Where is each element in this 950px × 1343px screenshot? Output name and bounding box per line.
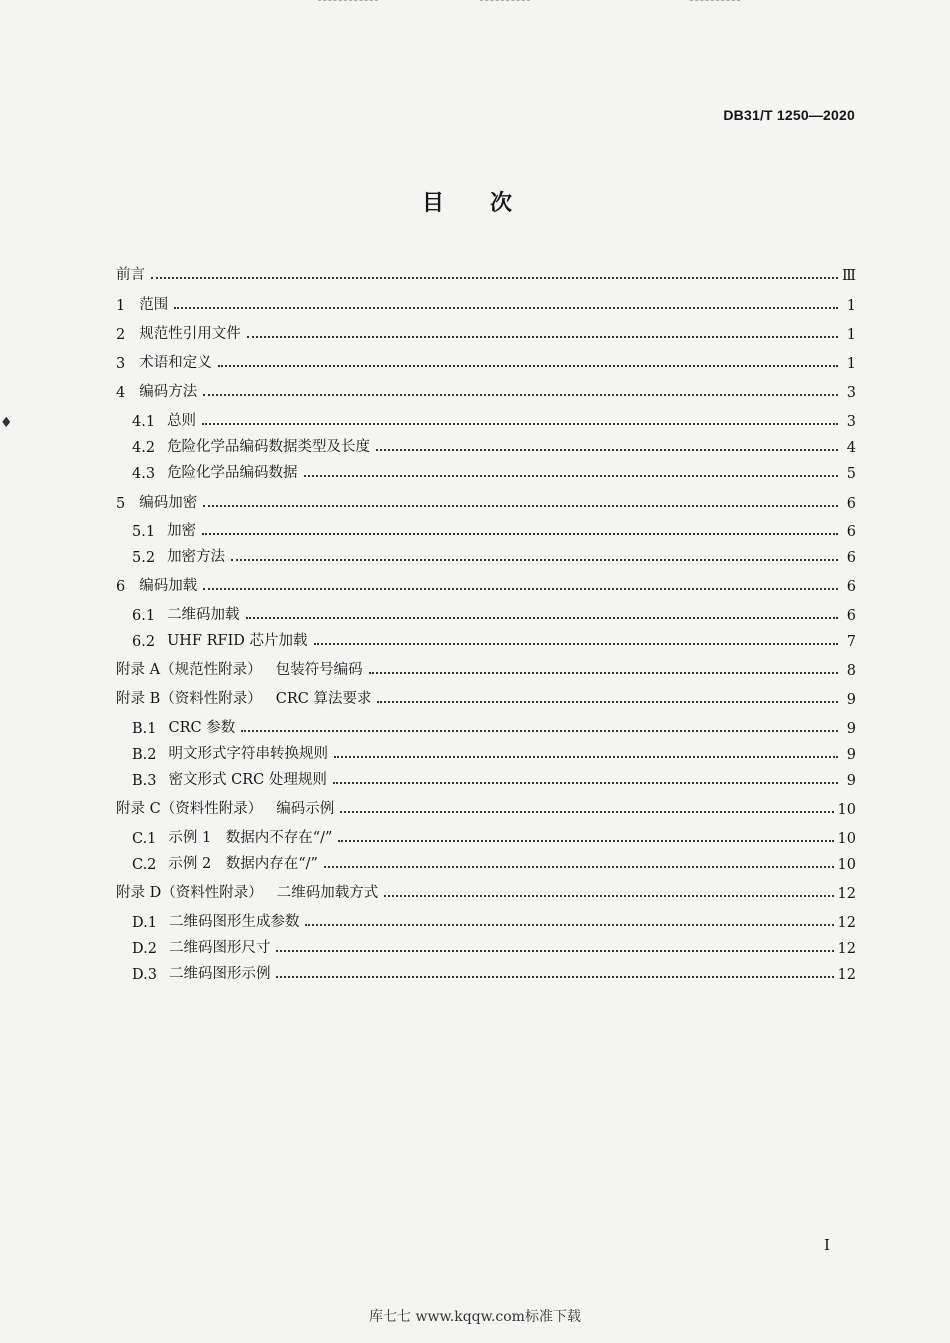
toc-entry[interactable]: [116, 796, 856, 818]
toc-entry[interactable]: [116, 262, 856, 284]
toc-entry-page: 6: [846, 524, 856, 540]
toc-entry-page: 8: [846, 663, 856, 679]
dot-leader: [376, 449, 838, 451]
toc-entry-page: 10: [837, 802, 856, 818]
dot-leader: [324, 866, 834, 868]
toc-entry[interactable]: [132, 544, 856, 566]
toc-entry-label: 加密方法: [167, 549, 226, 565]
toc-entry-label: 包装符号编码: [275, 662, 363, 678]
toc-entry-number: 1: [116, 298, 126, 314]
toc-entry-page: 1: [846, 298, 856, 314]
toc-entry-number: C.2: [132, 857, 157, 873]
toc-entry-page: 10: [837, 857, 856, 873]
toc-entry[interactable]: [116, 657, 856, 679]
dot-leader: [246, 617, 838, 619]
toc-entry-page: 6: [846, 550, 856, 566]
toc-entry[interactable]: [116, 350, 856, 372]
toc-entry-page: 3: [846, 385, 856, 401]
toc-entry-number: 4: [116, 385, 126, 401]
toc-entry[interactable]: [132, 434, 856, 456]
toc-entry-number: 6: [116, 579, 126, 595]
dot-leader: [174, 307, 838, 309]
toc-entry-page: 6: [846, 579, 856, 595]
dot-leader: [276, 950, 833, 952]
toc-entry-number: 附录 D（资料性附录）: [116, 885, 263, 901]
toc-entry[interactable]: [132, 909, 856, 931]
toc-entry-label: CRC 算法要求: [275, 691, 372, 707]
toc-entry[interactable]: [132, 602, 856, 624]
toc-entry-label: 编码加载: [139, 578, 198, 594]
toc-entry-page: 4: [846, 440, 856, 456]
toc-entry-label: 二维码加载: [167, 607, 240, 623]
toc-entry-page: 12: [837, 967, 856, 983]
toc-entry-label: 加密: [167, 523, 197, 539]
toc-entry[interactable]: [116, 686, 856, 708]
toc-entry[interactable]: [132, 715, 856, 737]
toc-entry[interactable]: [116, 880, 856, 902]
toc-entry-label: 危险化学品编码数据类型及长度: [167, 439, 371, 455]
toc-entry-number: B.3: [132, 773, 157, 789]
toc-entry-number: 附录 B（资料性附录）: [116, 691, 262, 707]
dot-leader: [340, 811, 833, 813]
toc-entry-number: 5.1: [132, 524, 156, 540]
toc-entry-page: 12: [837, 941, 856, 957]
toc-entry-page: Ⅲ: [842, 268, 856, 284]
toc-entry-label: 术语和定义: [139, 355, 212, 371]
toc-entry-page: 1: [846, 356, 856, 372]
dot-leader: [203, 588, 838, 590]
toc-entry-number: B.2: [132, 747, 157, 763]
toc-entry-label: 范围: [139, 297, 169, 313]
toc-entry-label: UHF RFID 芯片加载: [167, 633, 308, 649]
toc-entry-label: 前言: [116, 267, 145, 283]
document-code: DB31/T 1250—2020: [723, 107, 855, 123]
toc-entry-page: 9: [846, 747, 856, 763]
toc-entry[interactable]: [132, 408, 856, 430]
dot-leader: [231, 559, 838, 561]
toc-entry[interactable]: [132, 628, 856, 650]
dot-leader: [218, 365, 838, 367]
toc-entry-label: 二维码图形尺寸: [168, 940, 271, 956]
toc-entry[interactable]: [132, 518, 856, 540]
toc-entry-page: 9: [846, 692, 856, 708]
toc-entry-number: 2: [116, 327, 126, 343]
toc-entry-label: 二维码加载方式: [276, 885, 379, 901]
toc-entry-label: 明文形式字符串转换规则: [168, 746, 328, 762]
toc-entry-number: C.1: [132, 831, 157, 847]
page-title: 目次: [421, 190, 558, 216]
toc-entry-page: 12: [837, 915, 856, 931]
toc-entry-label: 二维码图形生成参数: [168, 914, 300, 930]
toc-entry[interactable]: [132, 825, 856, 847]
dot-leader: [338, 840, 833, 842]
toc-entry-label: 示例 2 数据内存在“/”: [168, 856, 318, 872]
dot-leader: [384, 895, 833, 897]
toc-entry-label: 危险化学品编码数据: [167, 465, 298, 481]
toc-entry-number: D.3: [132, 967, 157, 983]
toc-entry-number: 5: [116, 496, 126, 512]
toc-entry[interactable]: [116, 573, 856, 595]
dot-leader: [202, 423, 838, 425]
toc-entry-label: 编码方法: [139, 384, 198, 400]
toc-entry-number: 4.3: [132, 466, 156, 482]
dot-leader: [203, 505, 838, 507]
toc-entry-number: D.2: [132, 941, 157, 957]
dot-leader: [202, 533, 838, 535]
dot-leader: [369, 672, 838, 674]
dot-leader: [334, 756, 838, 758]
toc-entry-label: 总则: [167, 413, 197, 429]
footer-watermark: 库七七 www.kqqw.com标准下载: [369, 1309, 581, 1325]
toc-entry-label: 编码示例: [276, 801, 335, 817]
toc-entry-number: B.1: [132, 721, 157, 737]
dot-leader: [333, 782, 838, 784]
toc-entry-number: 6.2: [132, 634, 156, 650]
toc-entry[interactable]: [116, 292, 856, 314]
scan-edge-mark: [318, 0, 378, 2]
toc-entry-label: 规范性引用文件: [139, 326, 241, 342]
dot-leader: [247, 336, 838, 338]
dot-leader: [377, 701, 838, 703]
toc-entry-label: 示例 1 数据内不存在“/”: [168, 830, 333, 846]
toc-entry[interactable]: [132, 741, 856, 763]
toc-entry[interactable]: [116, 379, 856, 401]
toc-entry-number: D.1: [132, 915, 157, 931]
toc-entry[interactable]: [116, 321, 856, 343]
toc-entry[interactable]: [132, 460, 856, 482]
page-number: I: [824, 1236, 830, 1254]
toc-entry-label: 编码加密: [139, 495, 198, 511]
toc-entry-number: 3: [116, 356, 126, 372]
toc-entry-label: 二维码图形示例: [168, 966, 271, 982]
toc-entry-number: 4.2: [132, 440, 156, 456]
toc-entry-number: 4.1: [132, 414, 156, 430]
dot-leader: [305, 924, 833, 926]
toc-entry-page: 9: [846, 773, 856, 789]
dot-leader: [203, 394, 838, 396]
dot-leader: [151, 277, 838, 279]
toc-entry-number: 附录 A（规范性附录）: [116, 662, 262, 678]
toc-entry-page: 7: [846, 634, 856, 650]
toc-entry-page: 6: [846, 608, 856, 624]
toc-entry-number: 附录 C（资料性附录）: [116, 801, 263, 817]
toc-entry-page: 6: [846, 496, 856, 512]
toc-entry[interactable]: [116, 490, 856, 512]
toc-entry[interactable]: [132, 767, 856, 789]
binding-hole-mark: ♦: [0, 415, 13, 431]
dot-leader: [314, 643, 838, 645]
toc-entry[interactable]: [132, 851, 856, 873]
toc-entry-label: 密文形式 CRC 处理规则: [168, 772, 327, 788]
toc-entry-number: 6.1: [132, 608, 156, 624]
toc-entry-page: 1: [846, 327, 856, 343]
toc-entry-label: CRC 参数: [168, 720, 236, 736]
toc-entry[interactable]: [132, 935, 856, 957]
toc-entry-page: 12: [837, 886, 856, 902]
toc-entry[interactable]: [132, 961, 856, 983]
dot-leader: [241, 730, 838, 732]
scan-edge-mark: [480, 0, 530, 2]
toc-entry-page: 5: [846, 466, 856, 482]
dot-leader: [304, 475, 838, 477]
toc-entry-page: 9: [846, 721, 856, 737]
dot-leader: [276, 976, 833, 978]
toc-entry-page: 10: [837, 831, 856, 847]
toc-entry-number: 5.2: [132, 550, 156, 566]
toc-entry-page: 3: [846, 414, 856, 430]
scan-edge-mark: [690, 0, 740, 2]
